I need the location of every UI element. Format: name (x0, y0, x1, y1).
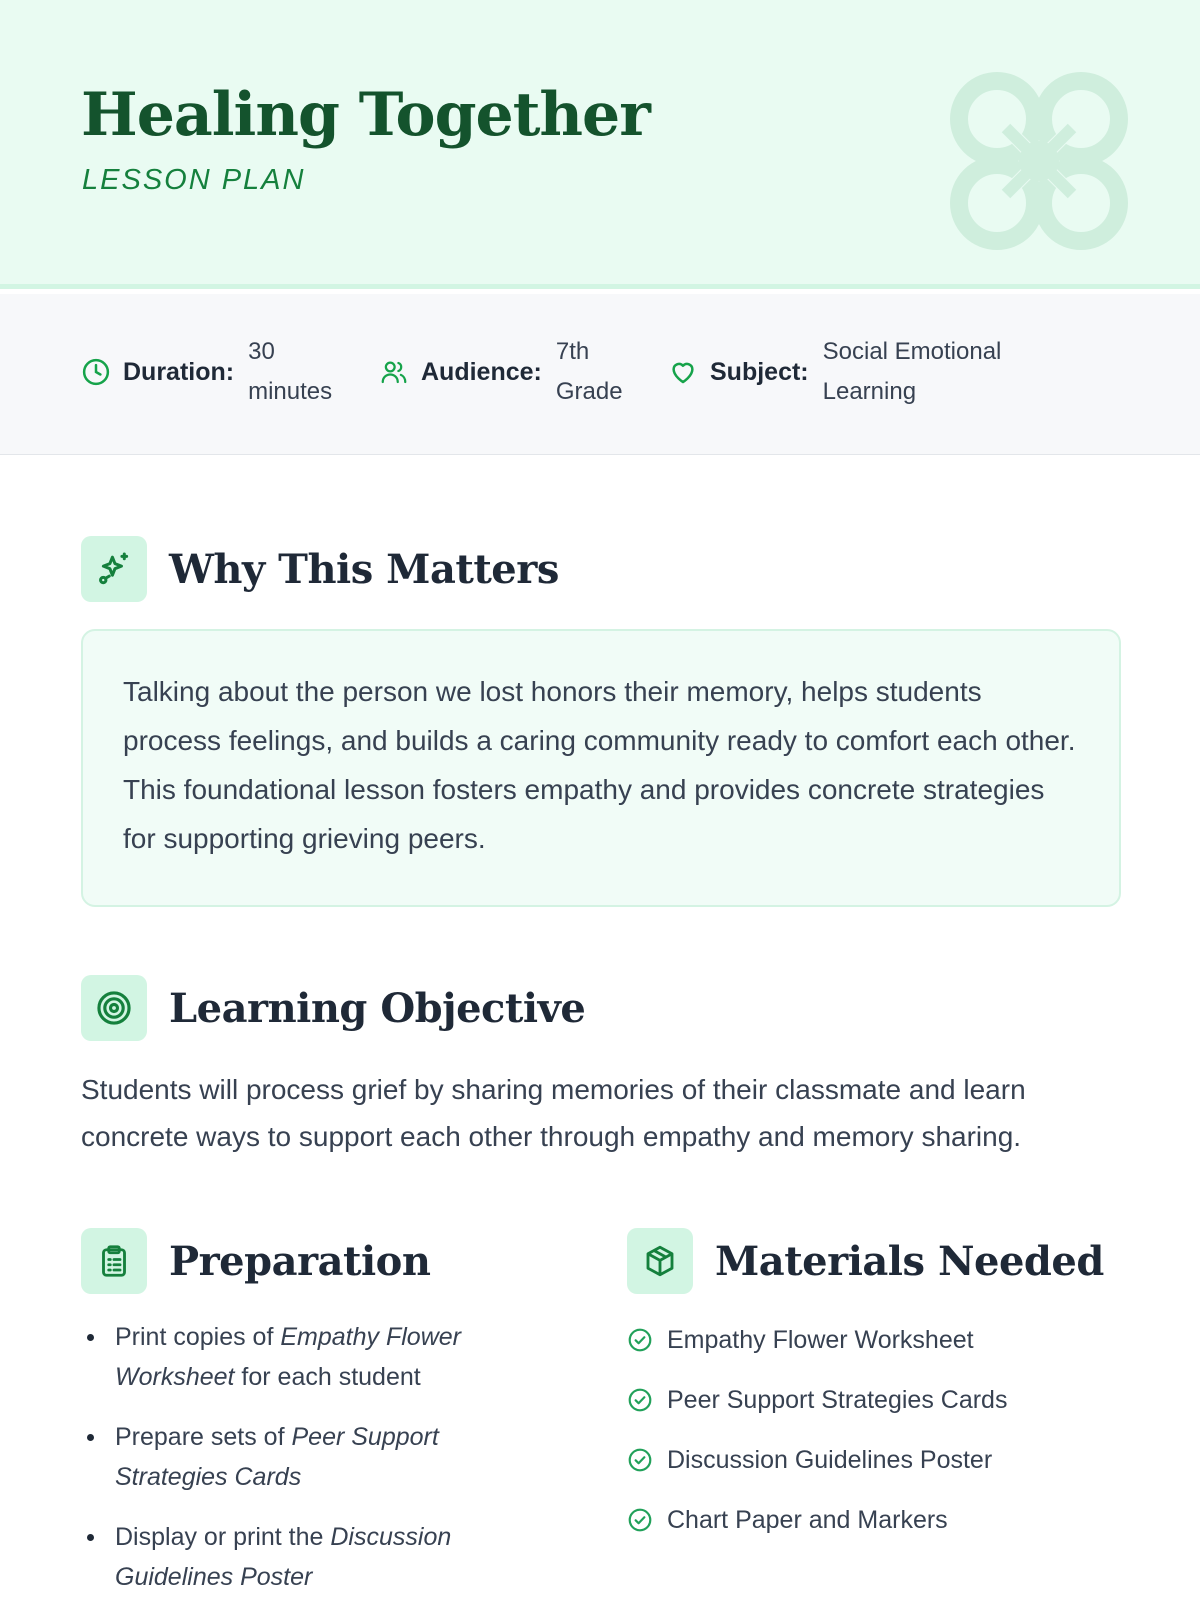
prep-item-resource: Empathy Flower Worksheet (115, 1323, 461, 1391)
heart-icon (668, 357, 698, 387)
preparation-section-header (81, 1228, 430, 1294)
objective-section-title: Learning Objective (169, 984, 586, 1032)
meta-duration-value-line1: 30 (248, 338, 275, 365)
material-label: Peer Support Strategies Cards (667, 1385, 1008, 1414)
prep-item-text: for each student (234, 1363, 421, 1391)
page-title: Healing Together (81, 80, 650, 150)
why-badge (81, 536, 147, 602)
target-icon (95, 989, 133, 1027)
prep-item-text: Print copies of (115, 1323, 281, 1351)
material-label: Empathy Flower Worksheet (667, 1325, 974, 1354)
lesson-header (0, 0, 1200, 289)
meta-duration-value (248, 332, 332, 412)
page-subtitle: LESSON PLAN (82, 164, 306, 196)
list-item (81, 1517, 541, 1597)
why-section-header (81, 536, 559, 602)
materials-badge (627, 1228, 693, 1294)
check-circle-icon (627, 1507, 653, 1533)
prep-item-resource: Peer Support Strategies Cards (115, 1423, 439, 1491)
check-circle-icon (627, 1387, 653, 1413)
meta-subject-value (823, 332, 1002, 412)
package-icon (642, 1243, 678, 1279)
users-icon (379, 357, 409, 387)
preparation-section-title: Preparation (169, 1237, 431, 1285)
materials-list (627, 1320, 1007, 1560)
meta-duration-value-line2: minutes (248, 378, 333, 405)
why-callout (81, 629, 1121, 907)
objective-badge (81, 975, 147, 1041)
sparkles-icon (95, 550, 133, 588)
preparation-list (81, 1317, 541, 1600)
why-section-title: Why This Matters (169, 545, 559, 593)
meta-audience-label: Audience: (421, 357, 542, 386)
prep-item-text: Prepare sets of (115, 1423, 292, 1451)
meta-duration (81, 332, 332, 412)
meta-audience-value-line2: Grade (555, 378, 623, 405)
material-label: Discussion Guidelines Poster (667, 1445, 993, 1474)
check-circle-icon (627, 1327, 653, 1353)
list-item (81, 1417, 541, 1497)
list-item (627, 1440, 1007, 1480)
objective-section-header (81, 975, 585, 1041)
list-item (81, 1317, 541, 1397)
list-item (627, 1500, 1007, 1540)
meta-subject-label: Subject: (710, 357, 809, 386)
meta-audience (379, 332, 623, 412)
prep-item-resource: Discussion Guidelines Poster (115, 1523, 452, 1591)
meta-audience-value-line1: 7th (555, 338, 590, 365)
prep-item-text: Display or print the (115, 1523, 331, 1551)
meta-subject-value-line2: Learning (822, 378, 917, 405)
meta-audience-value (556, 332, 623, 412)
four-petal-flower-icon (946, 68, 1132, 254)
lesson-meta-bar (0, 294, 1200, 455)
why-body: Talking about the person we lost honors their memory, helps students process feelings, and builds a caring community ready to comfort each other. This foundational lesson fosters empathy and provides concrete strategies for supporting grieving peers. (123, 676, 1076, 854)
clipboard-icon (96, 1243, 132, 1279)
list-item (627, 1380, 1007, 1420)
check-circle-icon (627, 1447, 653, 1473)
meta-subject-value-line1: Social Emotional (822, 338, 1002, 365)
meta-duration-label: Duration: (123, 357, 235, 386)
clock-icon (81, 357, 111, 387)
meta-subject (668, 332, 1001, 412)
preparation-badge (81, 1228, 147, 1294)
material-label: Chart Paper and Markers (667, 1505, 948, 1534)
materials-section-header (627, 1228, 1104, 1294)
objective-body: Students will process grief by sharing memories of their classmate and learn concrete ways to support each other through empathy and memory sharing. (81, 1074, 1026, 1152)
materials-section-title: Materials Needed (715, 1237, 1104, 1285)
list-item (627, 1320, 1007, 1360)
